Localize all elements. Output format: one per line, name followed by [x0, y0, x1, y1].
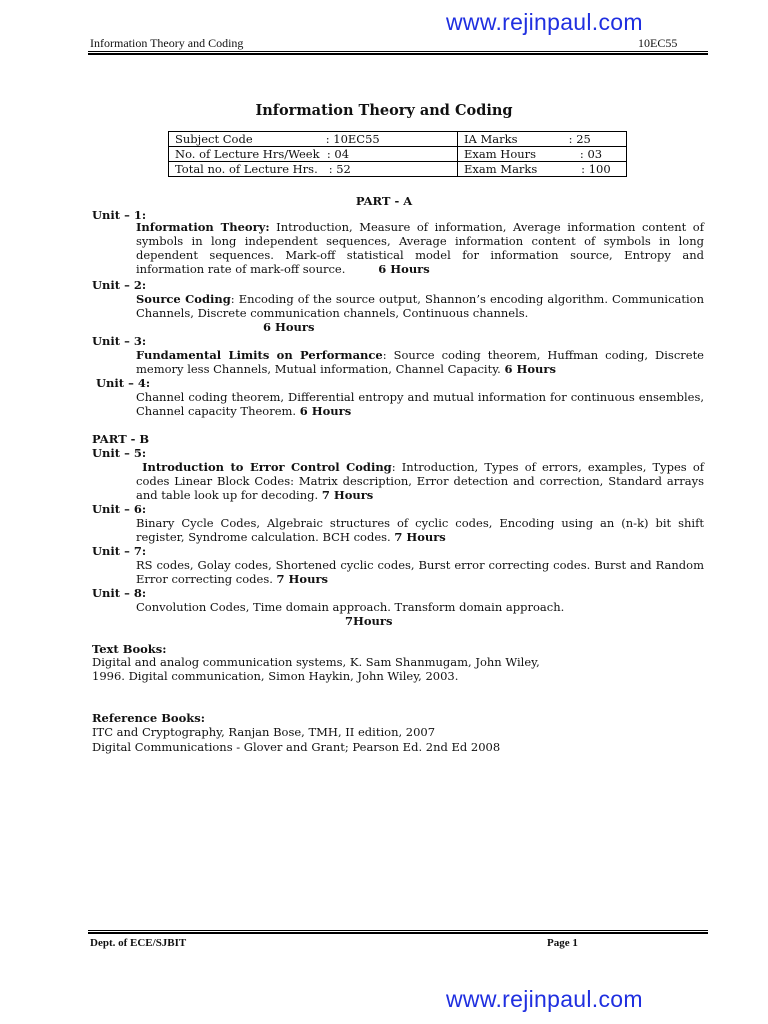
unit-4-body	[136, 390, 704, 418]
unit-8-label: Unit – 8:	[92, 586, 147, 600]
unit-5-heading: Introduction to Error Control Coding	[142, 460, 392, 474]
table-cell: IA Marks : 25	[458, 132, 627, 147]
unit-3-text: : Source coding theorem, Huffman coding, Discrete memory less Channels, Mutual information, Channel Capacity.	[136, 348, 704, 377]
unit-7-text: RS codes, Golay codes, Shortened cyclic codes, Burst error correcting codes. Burst and Random Error correcting codes.	[136, 558, 704, 587]
text-books-line-1: Digital and analog communication systems, K. Sam Shanmugam, John Wiley,	[92, 655, 540, 669]
unit-2-label: Unit – 2:	[92, 278, 147, 292]
table-cell: No. of Lecture Hrs/Week : 04	[169, 147, 458, 162]
table-row	[169, 132, 627, 147]
unit-3-hours: 6 Hours	[504, 362, 556, 377]
unit-4-label: Unit – 4:	[96, 376, 151, 390]
unit-7-body	[136, 558, 704, 586]
reference-books-line-1: ITC and Cryptography, Ranjan Bose, TMH, II edition, 2007	[92, 725, 436, 739]
unit-8-text: Convolution Codes, Time domain approach. Transform domain approach.	[136, 600, 565, 614]
unit-2-text: : Encoding of the source output, Shannon’s encoding algorithm. Communication Channels, Discrete communication channels, Continuous channels.	[136, 292, 704, 321]
unit-3-heading: Fundamental Limits on Performance	[136, 348, 383, 362]
subject-info-table	[168, 131, 627, 177]
unit-1-body	[136, 220, 704, 276]
text-books-line-2: 1996. Digital communication, Simon Haykin, John Wiley, 2003.	[92, 669, 459, 683]
reference-books-heading: Reference Books:	[92, 711, 205, 725]
unit-5-text: : Introduction, Types of errors, examples, Types of codes Linear Block Codes: Matrix description, Error detection and correction, Standard arrays and table look up for decoding.	[136, 460, 705, 503]
table-cell: Subject Code : 10EC55	[169, 132, 458, 147]
unit-6-body	[136, 516, 704, 544]
unit-8-hours: 7Hours	[345, 614, 393, 628]
unit-5-hours: 7 Hours	[321, 488, 374, 503]
unit-8-body	[136, 600, 704, 614]
text-books-heading: Text Books:	[92, 642, 167, 656]
unit-6-text: Binary Cycle Codes, Algebraic structures of cyclic codes, Encoding using an (n-k) bit shift register, Syndrome calculation. BCH codes.	[136, 516, 704, 545]
unit-2-hours: 6 Hours	[263, 320, 315, 334]
table-cell: Exam Hours : 03	[458, 147, 627, 162]
table-row	[169, 162, 627, 177]
unit-1-heading: Information Theory:	[136, 220, 270, 234]
unit-6-hours: 7 Hours	[394, 530, 446, 545]
header-title: Information Theory and Coding	[90, 36, 244, 50]
unit-2-body	[136, 292, 704, 320]
unit-7-hours: 7 Hours	[276, 572, 328, 587]
unit-4-text: Channel coding theorem, Differential entropy and mutual information for continuous ensembles, Channel capacity Theorem.	[136, 390, 704, 419]
unit-3-body	[136, 348, 704, 376]
unit-7-label: Unit – 7:	[92, 544, 147, 558]
part-a-heading: PART - A	[355, 194, 413, 208]
unit-6-label: Unit – 6:	[92, 502, 147, 516]
table-row	[169, 147, 627, 162]
part-b-heading: PART - B	[92, 432, 150, 446]
unit-1-hours: 6 Hours	[378, 262, 430, 277]
footer-rule	[88, 930, 708, 934]
unit-5-body	[136, 460, 704, 502]
reference-books-line-2: Digital Communications - Glover and Grant; Pearson Ed. 2nd Ed 2008	[92, 740, 501, 754]
table-cell: Exam Marks : 100	[458, 162, 627, 177]
unit-2-heading: Source Coding	[136, 292, 231, 306]
header-rule	[88, 51, 708, 55]
header-code: 10EC55	[638, 36, 678, 50]
table-cell: Total no. of Lecture Hrs. : 52	[169, 162, 458, 177]
footer-dept: Dept. of ECE/SJBIT	[90, 937, 187, 949]
unit-3-label: Unit – 3:	[92, 334, 147, 348]
unit-1-label: Unit – 1:	[92, 208, 147, 222]
footer-page-number: Page 1	[547, 937, 578, 949]
unit-5-label: Unit – 5:	[92, 446, 147, 460]
unit-4-hours: 6 Hours	[299, 404, 352, 419]
page-title: Information Theory and Coding	[255, 102, 513, 119]
watermark-top[interactable]: www.rejinpaul.com	[446, 9, 643, 35]
unit-1-text: Introduction, Measure of information, Average information content of symbols in long independent sequences, Average information content of symbols in long dependent sequences. Mark-off statistical model for information source, Entropy and information rate of mark-off source.	[136, 220, 704, 277]
watermark-bottom[interactable]: www.rejinpaul.com	[446, 986, 643, 1012]
